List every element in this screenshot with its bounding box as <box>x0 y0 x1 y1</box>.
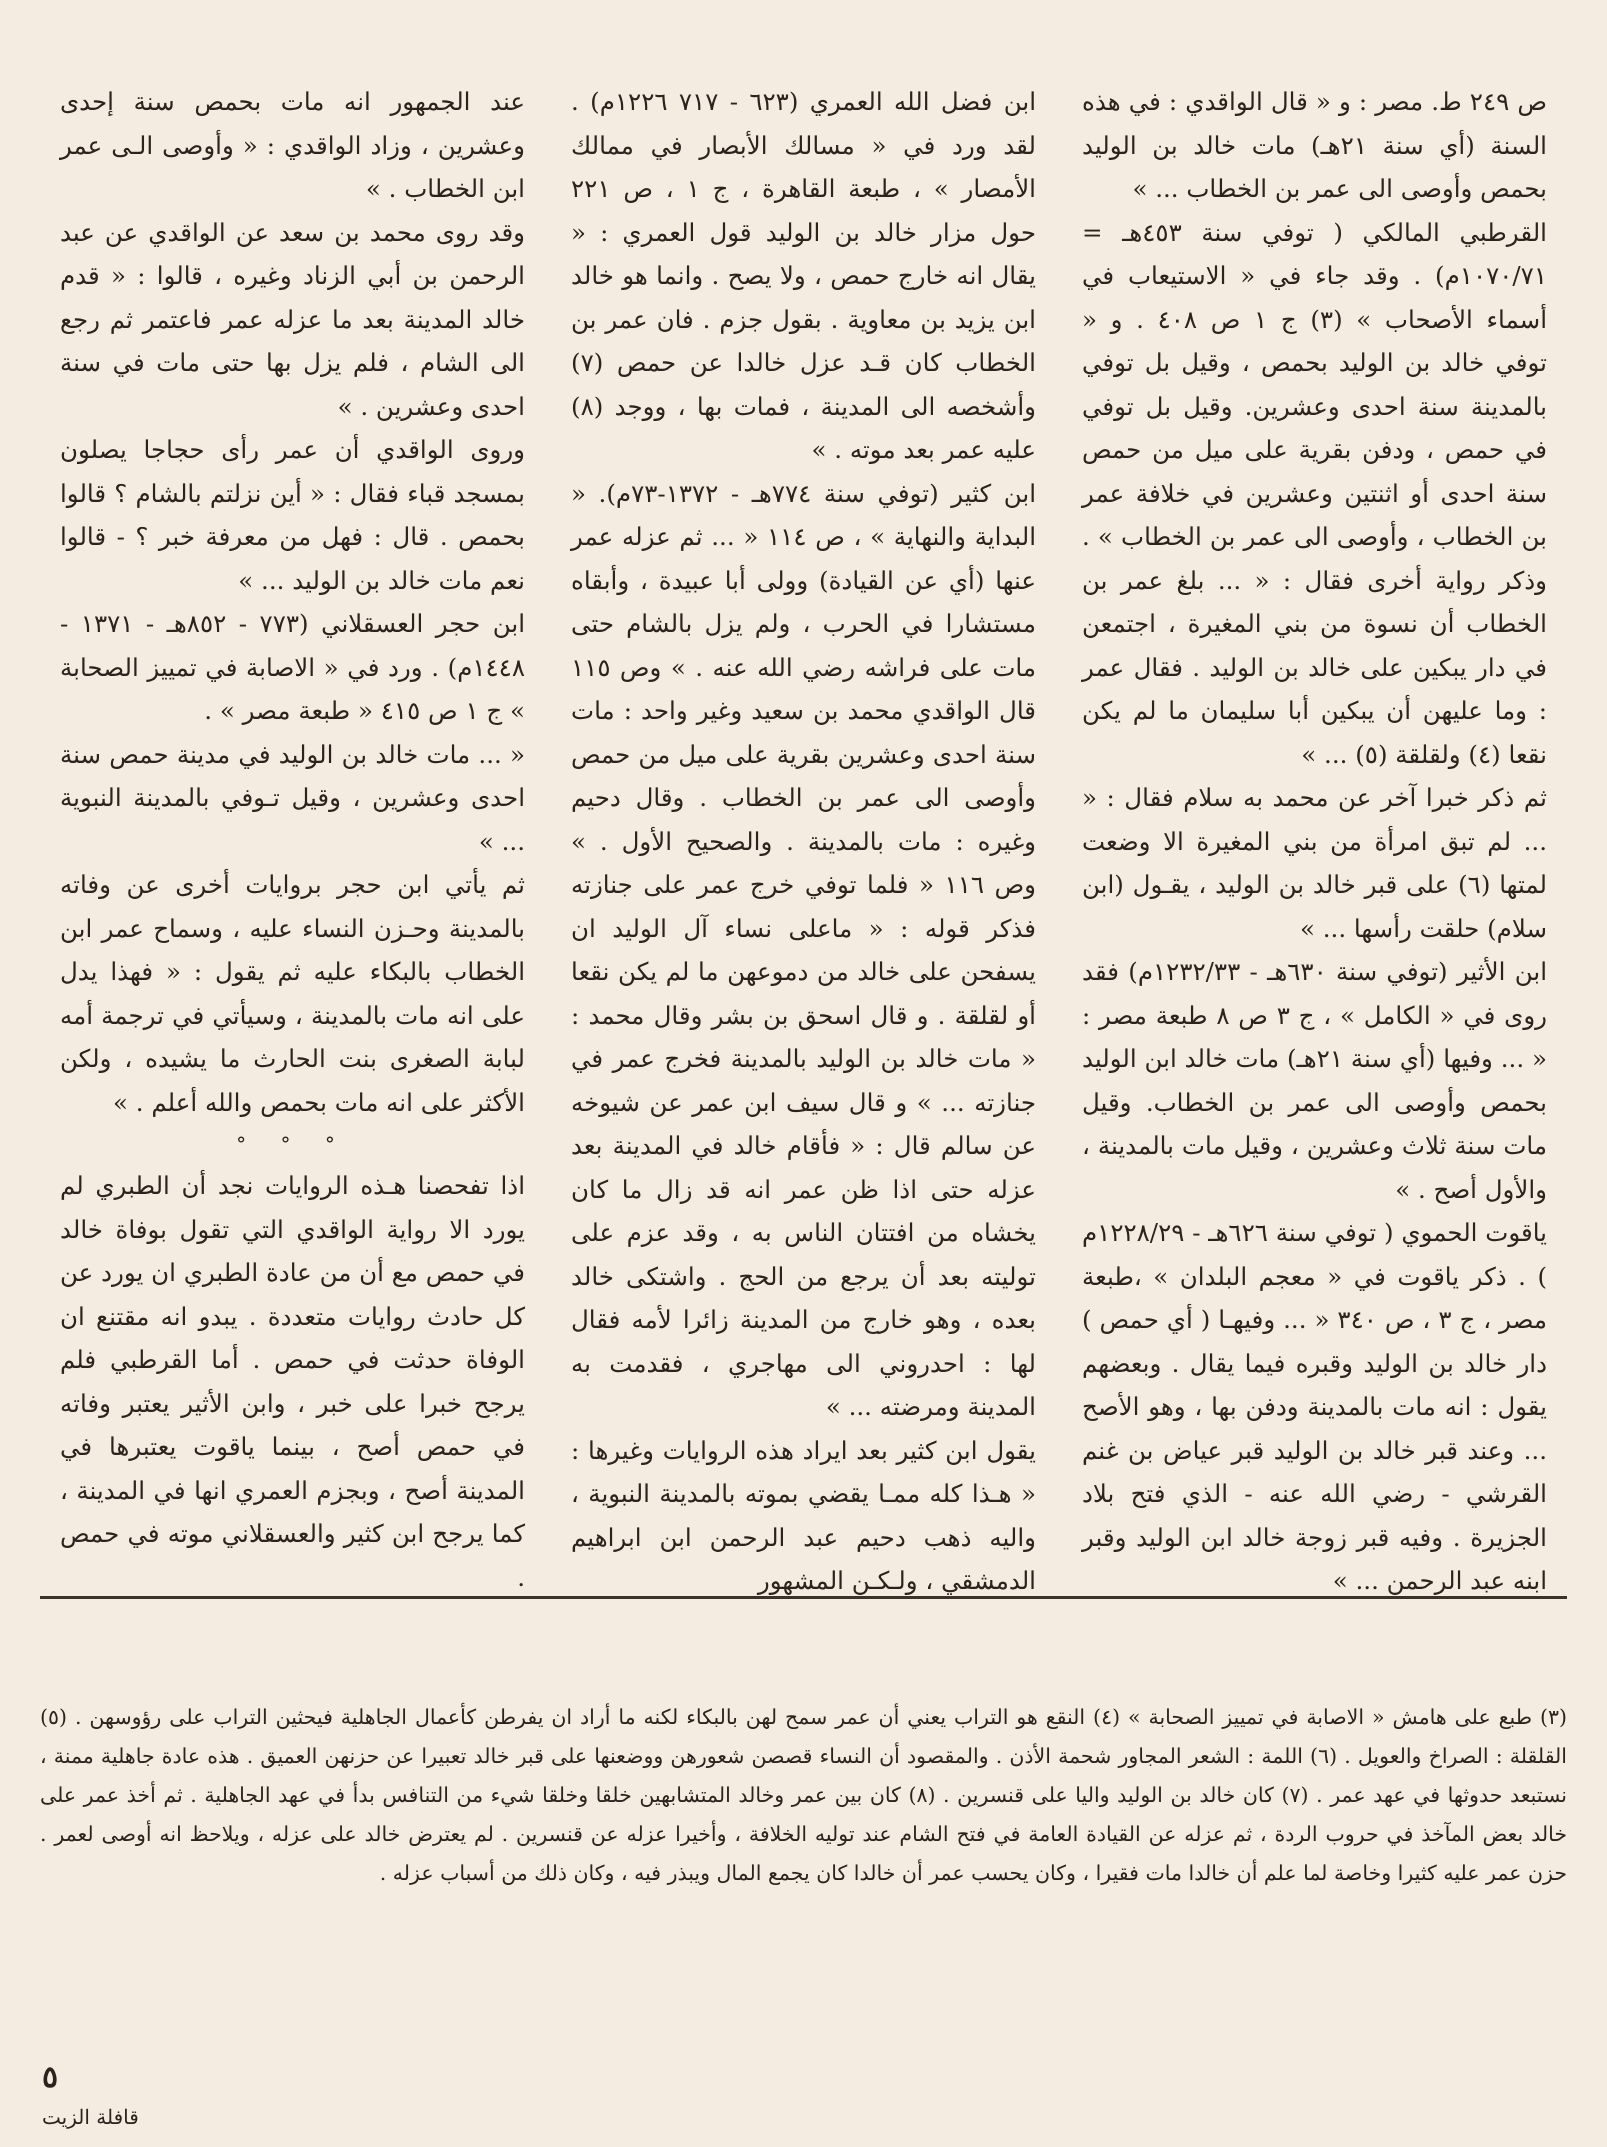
paragraph: « ... مات خالد بن الوليد في مدينة حمص سنة احدى وعشرين ، وقيل تـوفي بالمدينة النبوية ... » <box>60 739 525 856</box>
paragraph: ابن حجر العسقلاني (٧٧٣ - ٨٥٢هـ - ١٣٧١ - ١٤٤٨م) . ورد في « الاصابة في تمييز الصحابة » ج ١ ص ٤١٥ « طبعة مصر » . <box>60 609 525 725</box>
paragraph: يقول ابن كثير بعد ايراد هذه الروايات وغيرها : « هـذا كله ممـا يقضي بموته بالمدينة النبوية ، واليه ذهب دحيم عبد الرحمن ابن ابراهيم الدمشقي ، ولـكـن المشهور <box>571 1435 1036 1595</box>
body-columns <box>60 80 1548 1595</box>
page-number: ٥ <box>42 2060 59 2095</box>
paragraph: ابن الأثير (توفي سنة ٦٣٠هـ - ١٢٣٢/٣٣م) فقد روى في « الكامل » ، ج ٣ ص ٨ طبعة مصر : « ... وفيها (أي سنة ٢١هـ) مات خالد ابن الوليد بحمص وأوصى الى عمر بن الخطاب. وقيل مات سنة ثلاث وعشرين ، وقيل مات بالمدينة ، والأول أصح . » <box>1082 957 1548 1204</box>
paragraph: اذا تفحصنا هـذه الروايات نجد أن الطبري لم يورد الا رواية الواقدي التي تقول بوفاة خالد في حمص مع أن من عادة الطبري ان يورد عن كل حادث روايات متعددة . يبدو انه مقتنع ان الوفاة حدثت في حمص . أما القرطبي فلم يرجح خبرا على خبر ، وابن الأثير يعتبر وفاته في حمص أصح ، بينما ياقوت يعتبرها في المدينة أصح ، وبجزم العمري انها في المدينة ، كما يرجح ابن كثير والعسقلاني موته في حمص . <box>60 1171 525 1592</box>
paragraph: وقد روى محمد بن سعد عن الواقدي عن عبد الرحمن بن أبي الزناد وغيره ، قالوا : « قدم خالد المدينة بعد ما عزله عمر فاعتمر ثم رجع الى الشام ، فلم يزل بها حتى مات في سنة احدى وعشرين . » <box>60 217 525 421</box>
column-middle <box>571 80 1037 1595</box>
paragraph: ثم ذكر خبرا آخر عن محمد به سلام فقال : « ... لم تبق امرأة من بني المغيرة الا وضعت لمتها (٦) على قبر خالد بن الوليد ، يقـول (ابن سلام) حلقت رأسها ... » <box>1082 783 1547 943</box>
footnotes-text: (٣) طبع على هامش « الاصابة في تمييز الصحابة » (٤) النقع هو التراب يعني أن عمر سمح لهن بالبكاء لكنه ما أراد ان يفرطن كأعمال الجاهلية فيحثين التراب على رؤوسهن . (٥) القلقلة : الصراخ والعويل . (٦) اللمة : الشعر المجاور شحمة الأذن . والمقصود أن النساء قصصن شعورهن ووضعنها على قبر خالد تعبيرا عن حزنهن العميق . هذه عادة جاهلية ممنة ، نستبعد حدوثها في عهد عمر . (٧) كان خالد بن الوليد واليا على قنسرين . (٨) كان بين عمر وخالد المتشابهين خلقا وخلقا شيء من التنافس بدأ في عهد الجاهلية . ثم أخذ عمر على خالد بعض المآخذ في حروب الردة ، ثم عزله عن القيادة العامة في فتح الشام عند توليه الخلافة ، وأخيرا عزله عن قنسرين . لم يعترض خالد على عزله ، ويلاحظ انه أوصى لعمر . حزن عمر عليه كثيرا وخاصة لما علم أن خالدا مات فقيرا ، وكان يحسب عمر أن خالدا كان يجمع المال ويبذر فيه ، وكان ذلك من أسباب عزله . <box>40 1705 1567 1885</box>
column-left <box>60 80 525 1592</box>
paragraph: ابن كثير (توفي سنة ٧٧٤هـ - ١٣٧٢-٧٣م). « البداية والنهاية » ، ص ١١٤ « ... ثم عزله عمر عنها (أي عن القيادة) وولى أبا عبيدة ، وأبقاه مستشارا في الحرب ، ولم يزل بالشام حتى مات على فراشه رضي الله عنه . » وص ١١٥ قال الواقدي محمد بن سعيد وغير واحد : مات سنة احدى وعشرين بقرية على ميل من حمص وأوصى الى عمر بن الخطاب . وقال دحيم وغيره : مات بالمدينة . والصحيح الأول . » وص ١١٦ « فلما توفي خرج عمر على جنازته فذكر قوله : « ماعلى نساء آل الوليد ان يسفحن على خالد من دموعهن ما لم يكن نقعا أو لقلقة . و قال اسحق بن بشر وقال محمد : « مات خالد بن الوليد بالمدينة فخرج عمر في جنازته ... » و قال سيف ابن عمر عن شيوخه عن سالم قال : « فأقام خالد في المدينة بعد عزله حتى اذا ظن عمر انه قد زال ما كان يخشاه من افتتان الناس به ، وقد عزم على توليته بعد أن يرجع من الحج . واشتكى خالد بعده ، وهو خارج من المدينة زائرا لأمه فقال لها : احدروني الى مهاجري ، فقدمت به المدينة ومرضته ... » <box>571 478 1037 1421</box>
paragraph: القرطبي المالكي ( توفي سنة ٤٥٣هـ = ١٠٧٠/٧١م) . وقد جاء في « الاستيعاب في أسماء الأصحاب » (٣) ج ١ ص ٤٠٨ . و « توفي خالد بن الوليد بحمص ، وقيل بل توفي بالمدينة سنة احدى وعشرين. وقيل بل توفي في حمص ، ودفن بقرية على ميل من حمص سنة احدى أو اثنتين وعشرين في خلافة عمر بن الخطاب ، وأوصى الى عمر بن الخطاب » . وذكر رواية أخرى فقال : « ... بلغ عمر بن الخطاب أن نسوة من بني المغيرة ، اجتمعن في دار يبكين على خالد بن الوليد . فقال عمر : وما عليهن أن يبكين أبا سليمان ما لم يكن نقعا (٤) ولقلقة (٥) ... » <box>1082 217 1547 769</box>
paragraph: عند الجمهور انه مات بحمص سنة إحدى وعشرين ، وزاد الواقدي : « وأوصى الـى عمر ابن الخطاب . » <box>60 87 525 203</box>
footnotes <box>40 1698 1567 1893</box>
paragraph: ثم يأتي ابن حجر بروايات أخرى عن وفاته بالمدينة وحـزن النساء عليه ، وسماح عمر ابن الخطاب بالبكاء عليه ثم يقول : « فهذا يدل على انه مات بالمدينة ، وسيأتي في ترجمة أمه لبابة الصغرى بنت الحارث ما يشيده ، ولكن الأكثر على انه مات بحمص والله أعلم . » <box>60 870 525 1117</box>
paragraph: ياقوت الحموي ( توفي سنة ٦٢٦هـ - ١٢٢٨/٢٩م ) . ذكر ياقوت في « معجم البلدان » ،طبعة مصر ، ج ٣ ، ص ٣٤٠ « ... وفيهـا ( أي حمص ) دار خالد بن الوليد وقبره فيما يقال . وبعضهم يقول : انه مات بالمدينة ودفن بها ، وهو الأصح ... وعند قبر خالد بن الوليد قبر عياض بن غنم القرشي - رضي الله عنه - الذي فتح بلاد الجزيرة . وفيه قبر زوجة خالد ابن الوليد وقبر ابنه عبد الرحمن ... » <box>1082 1218 1547 1595</box>
paragraph: ابن فضل الله العمري (٦٢٣ - ٧١٧ ١٢٢٦م) . لقد ورد في « مسالك الأبصار في ممالك الأمصار » ، طبعة القاهرة ، ج ١ ، ص ٢٢١ حول مزار خالد بن الوليد قول العمري : « يقال انه خارج حمص ، ولا يصح . وانما هو خالد ابن يزيد بن معاوية . بقول جزم . فان عمر بن الخطاب كان قـد عزل خالدا عن حمص (٧) وأشخصه الى المدينة ، فمات بها ، ووجد (٨) عليه عمر بعد موته . » <box>571 87 1037 464</box>
magazine-name: قافلة الزيت <box>42 2105 139 2129</box>
paragraph: ص ٢٤٩ ط. مصر : و « قال الواقدي : في هذه السنة (أي سنة ٢١هـ) مات خالد بن الوليد بحمص وأوصى الى عمر بن الخطاب ... » <box>1082 87 1547 203</box>
column-right <box>1082 80 1548 1595</box>
footnote-separator <box>40 1596 1567 1599</box>
paragraph: وروى الواقدي أن عمر رأى حجاجا يصلون بمسجد قباء فقال : « أين نزلتم بالشام ؟ قالوا بحمص . قال : فهل من معرفة خبر ؟ - قالوا نعم مات خالد بن الوليد ... » <box>60 435 525 595</box>
section-divider: ° ° ° <box>236 1132 349 1156</box>
